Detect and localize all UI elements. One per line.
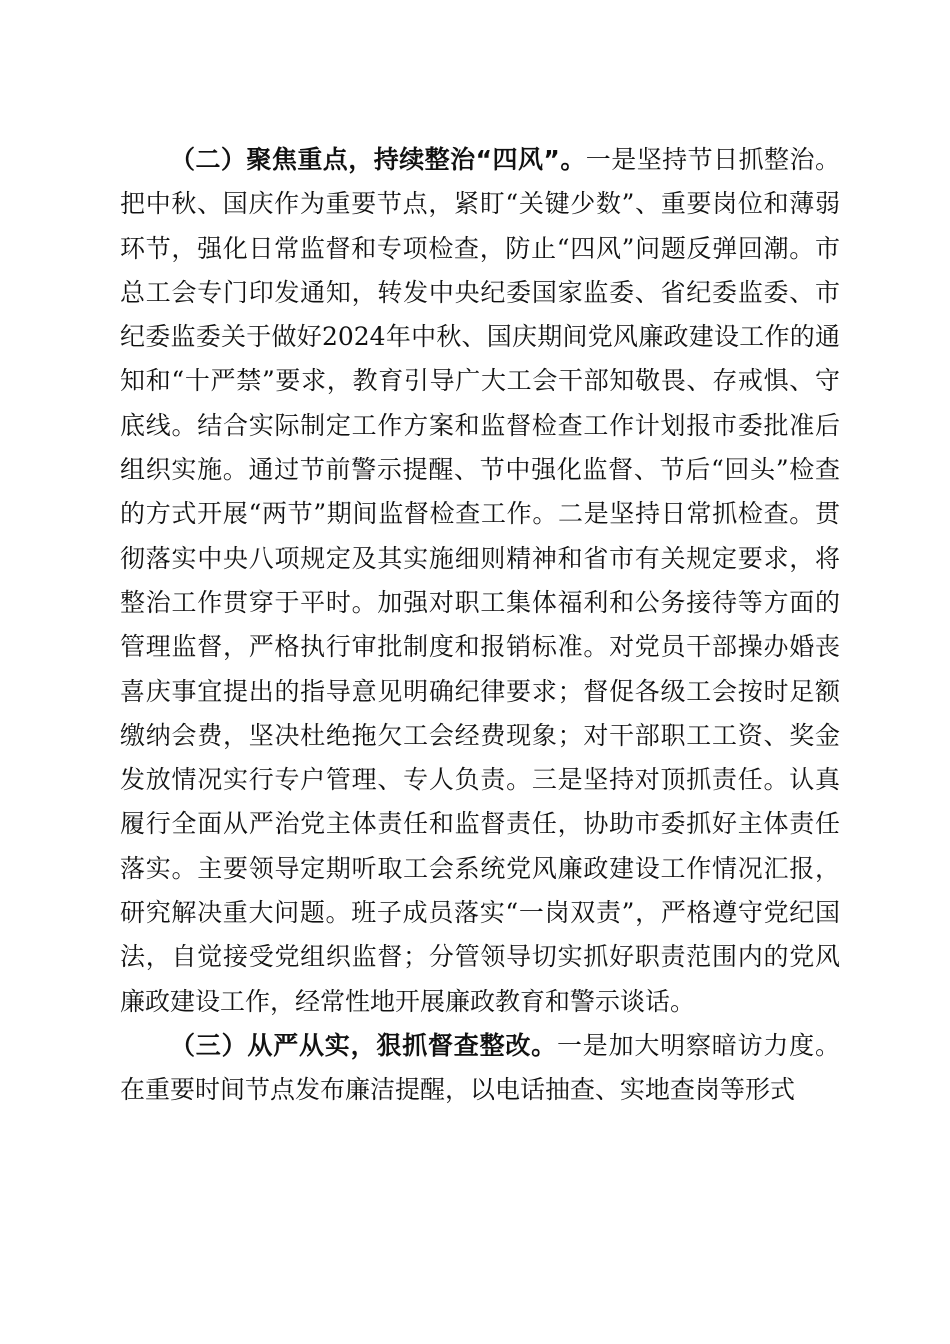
section-two-body: 一是坚持节日抓整治。把中秋、国庆作为重要节点，紧盯“关键少数”、重要岗位和薄弱环节，强化日常监督和专项检查，防止“四风”问题反弹回潮。市总工会专门印发通知，转发中央纪委国家监委、省纪委监委、市纪委监委关于做好2024年中秋、国庆期间党风廉政建设工作的通知和“十严禁”要求，教育引导广大工会干部知敬畏、存戒惧、守底线。结合实际制定工作方案和监督检查工作计划报市委批准后组织实施。通过节前警示提醒、节中强化监督、节后“回头”检查的方式开展“两节”期间监督检查工作。二是坚持日常抓检查。贯彻落实中央八项规定及其实施细则精神和省市有关规定要求，将整治工作贯穿于平时。加强对职工集体福利和公务接待等方面的管理监督，严格执行审批制度和报销标准。对党员干部操办婚丧喜庆事宜提出的指导意见明确纪律要求；督促各级工会按时足额缴纳会费，坚决杜绝拖欠工会经费现象；对干部职工工资、奖金发放情况实行专户管理、专人负责。三是坚持对顶抓责任。认真履行全面从严治党主体责任和监督责任，协助市委抓好主体责任落实。主要领导定期听取工会系统党风廉政建设工作情况汇报，研究解决重大问题。班子成员落实“一岗双责”，严格遵守党纪国法，自觉接受党组织监督；分管领导切实抓好职责范围内的党风廉政建设工作，经常性地开展廉政教育和警示谈话。 (120, 145, 840, 1016)
section-three-body: 一是加大明察暗访力度。在重要时间节点发布廉洁提醒，以电话抽查、实地查岗等形式 (120, 1030, 840, 1105)
paragraph-section-two (120, 138, 840, 1024)
section-three-heading: （三）从严从实，狠抓督查整改。 (170, 1030, 557, 1060)
section-two-heading: （二）聚焦重点，持续整治“四风”。 (170, 145, 586, 174)
document-body (120, 138, 840, 1113)
paragraph-section-three (120, 1024, 840, 1113)
